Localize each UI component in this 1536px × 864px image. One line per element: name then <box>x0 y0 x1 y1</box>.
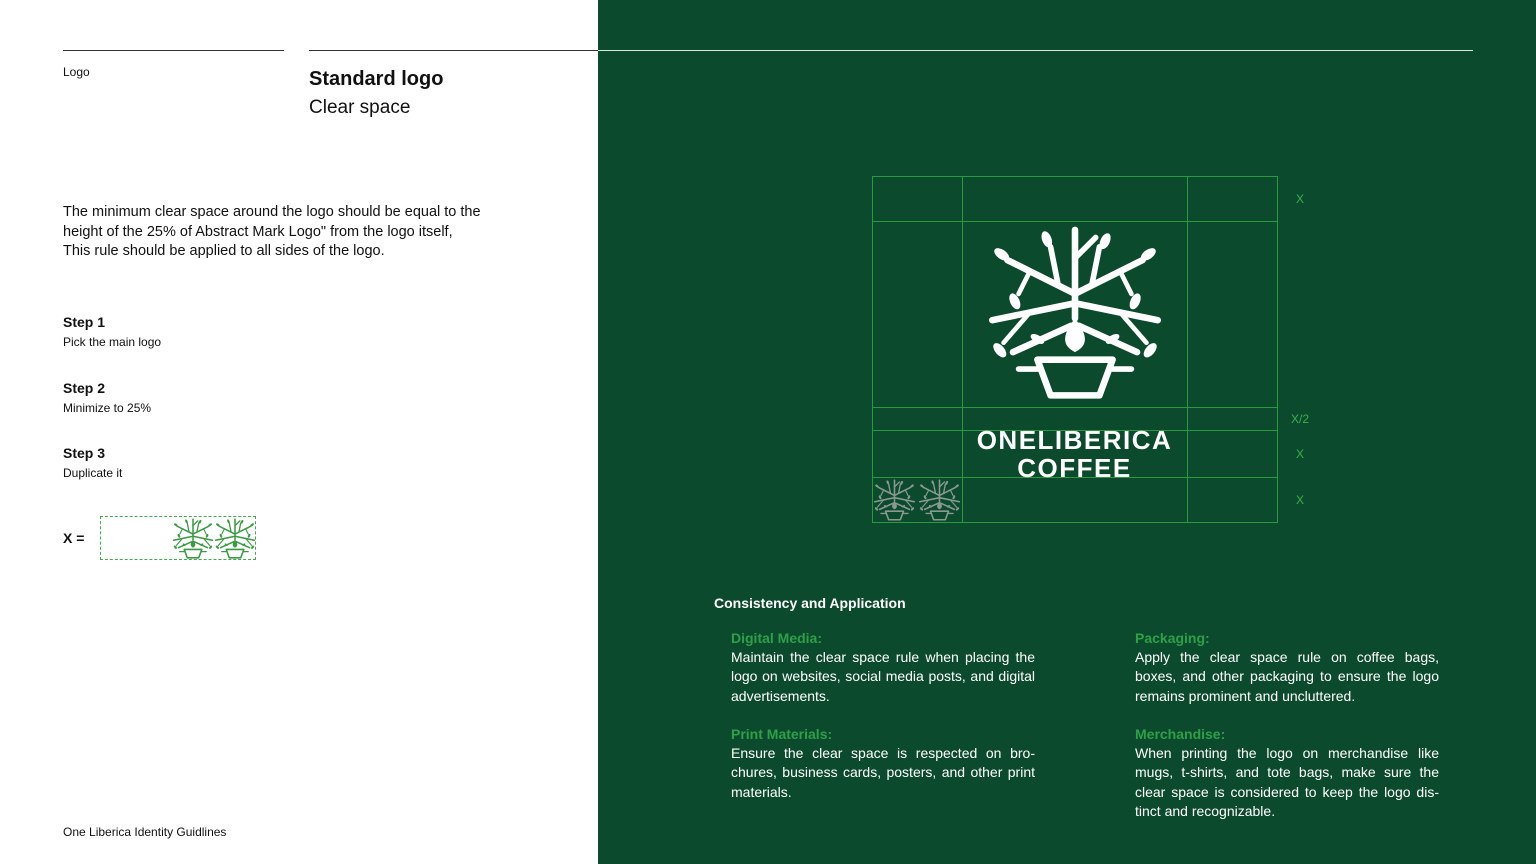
grid-line <box>1187 176 1188 523</box>
clear-space-label: X <box>1296 192 1305 206</box>
intro-line: The minimum clear space around the logo should be equal to the <box>63 204 481 220</box>
consistency-title: Consistency and Application <box>714 595 906 611</box>
guideline-heading: Print Materials: <box>731 726 833 742</box>
step-text: Minimize to 25% <box>63 401 152 415</box>
intro-paragraph <box>63 203 493 262</box>
left-page <box>0 0 598 864</box>
footer-text: One Liberica Identity Guidlines <box>63 825 227 839</box>
wordmark-line: ONELIBERICA <box>976 425 1173 455</box>
tree-cup-logo-icon <box>171 517 215 561</box>
intro-line: height of the 25% of Abstract Mark Logo" from the logo itself, <box>63 223 453 240</box>
guideline-text: Ensure the clear space is respected on bro-chures, business cards, posters, and other print materials. <box>731 745 1035 800</box>
step-heading: Step 3 <box>63 445 106 461</box>
page-subtitle: Clear space <box>309 97 411 118</box>
guideline-heading: Merchandise: <box>1135 726 1226 742</box>
grid-line <box>872 176 873 523</box>
divider-rule <box>309 50 598 51</box>
tree-cup-logo-icon <box>213 517 257 561</box>
wordmark-line: COFFEE <box>1017 453 1132 483</box>
step-text: Duplicate it <box>63 466 123 480</box>
step-1 <box>63 314 161 349</box>
step-2 <box>63 380 151 415</box>
tree-cup-logo-icon <box>872 478 917 523</box>
guideline-heading: Packaging: <box>1135 630 1210 646</box>
divider-rule <box>63 50 284 51</box>
guideline-text: Maintain the clear space rule when placing the logo on websites, social media posts, and digital advertisements. <box>731 649 1035 704</box>
wordmark <box>962 426 1187 482</box>
guideline-print-materials <box>731 725 1035 802</box>
x-measure-box <box>100 516 256 560</box>
guideline-text: When printing the logo on merchandise like mugs, t-shirts, and tote bags, make sure the clear space is considered to keep the logo dis-tinct and recognizable. <box>1135 745 1439 819</box>
step-heading: Step 2 <box>63 380 106 396</box>
page-title: Standard logo <box>309 68 444 90</box>
divider-rule <box>598 50 1473 51</box>
guideline-packaging <box>1135 629 1439 706</box>
tree-cup-logo-icon <box>917 478 962 523</box>
guideline-heading: Digital Media: <box>731 630 823 646</box>
guideline-digital-media <box>731 629 1035 706</box>
section-label: Logo <box>63 65 90 79</box>
clear-space-label: X/2 <box>1291 412 1310 426</box>
tree-cup-logo-icon <box>981 222 1169 408</box>
clear-space-label: X <box>1296 493 1305 507</box>
grid-line <box>872 176 1278 177</box>
guideline-merchandise <box>1135 725 1439 821</box>
step-text: Pick the main logo <box>63 335 162 349</box>
intro-line: This rule should be applied to all sides of the logo. <box>63 243 385 259</box>
step-heading: Step 1 <box>63 314 106 330</box>
guideline-text: Apply the clear space rule on coffee bags, boxes, and other packaging to ensure the logo remains prominent and uncluttered. <box>1135 649 1439 704</box>
x-equals-label: X = <box>63 530 85 546</box>
clear-space-label: X <box>1296 447 1305 461</box>
grid-line <box>1277 176 1278 523</box>
step-3 <box>63 445 122 480</box>
